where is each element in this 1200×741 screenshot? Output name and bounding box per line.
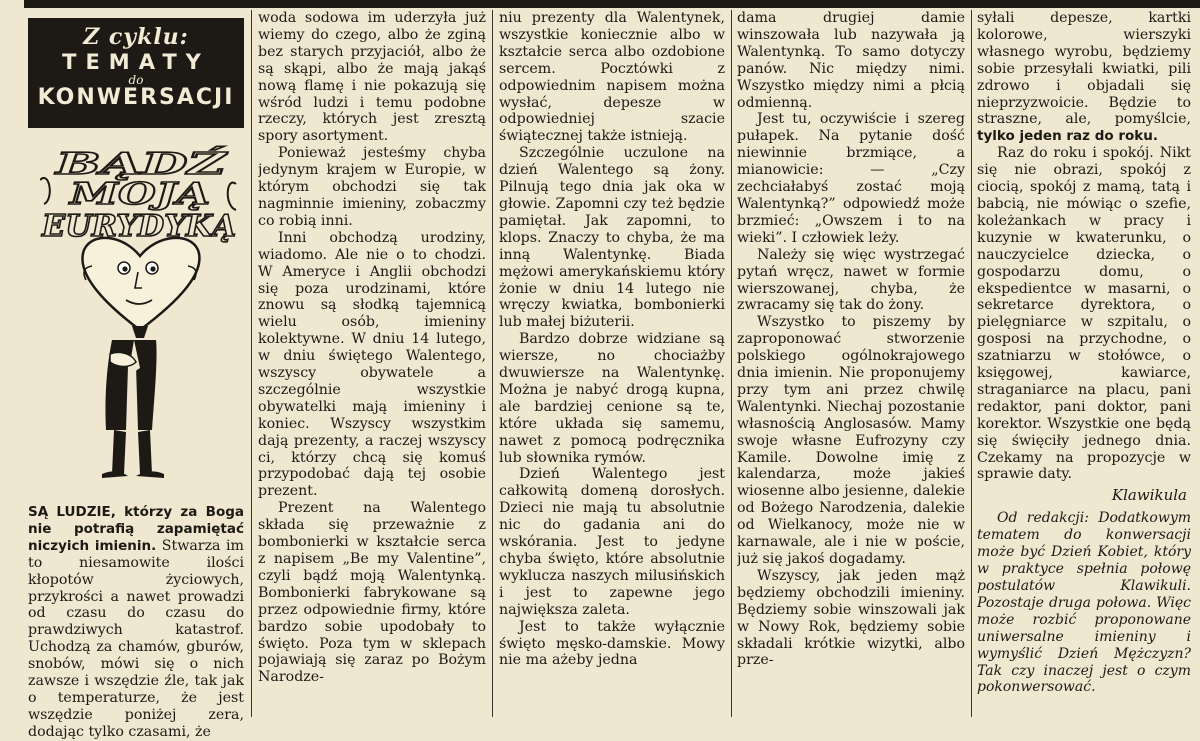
paragraph: niu prezenty dla Walentynek, wszystkie koniecznie albo w kształcie serca albo ozdobione sercem. Pocztówki z odpowiednim napisem można wysłać, depesze w odpowiedniej szacie świątecznej także istnieją. xyxy=(499,10,725,145)
top-border-bar xyxy=(24,0,1200,8)
text-column-2 xyxy=(258,10,486,717)
column-divider xyxy=(971,10,972,717)
svg-text:MOJĄ: MOJĄ xyxy=(68,177,210,212)
paragraph: Szczególnie uczulone na dzień Walentego są żony. Pilnują tego dnia jak oka w głowie. Zapomni czy też będzie pamiętał. Jak zapomni, to klops. Znaczy to chyba, że ma inną Walentynkę. Biada mężowi amerykańskiemu który żonie w dniu 14 lutego nie wręczy kwiatka, bombonierki lub małej biżuterii. xyxy=(499,145,725,331)
text-column-4 xyxy=(737,10,965,717)
lead-paragraph xyxy=(28,504,244,741)
header-series: Z cyklu: xyxy=(83,24,189,50)
paragraph: dama drugiej damie winszowała lub nazywała ją Walentynką. To samo dotyczy panów. Nic między nimi. Wszystko między nimi a płcią odmienną. xyxy=(737,10,965,111)
paragraph: Raz do roku i spokój. Nikt się nie obrazi, spokój z ciocią, spokój z mamą, tatą i babcią, nie mówiąc o szefie, koleżankach w pracy i kuzynie w kwaterunku, o nauczycielce dziecka, o gospodarzu domu, o ekspedientce w masarni, o sekretarce dyrektora, o pielęgniarce w szpitalu, o gosposi na przychodne, o szatniarzu w stołówce, o księgowej, kawiarce, straganiarce na placu, pani redaktor, pani doktor, pani korektor. Wszystkie one będą się święciły jednego dnia. Czekamy na propozycje w sprawie daty. xyxy=(977,145,1191,483)
paragraph: Prezent na Walentego składa się przeważnie z bombonierki w kształcie serca z napisem „Be my Valentine”, czyli bądź moją Walentynką. Bombonierki fabrykowane są przez odpowiednie firmy, które bardzo sobie upodobały to święto. Poza tym w sklepach pojawiają się zaraz po Bożym Narodze- xyxy=(258,500,486,686)
paragraph: Bardzo dobrze widziane są wiersze, no chociażby dwuwiersze na Walentynkę. Można je nabyć drogą kupna, ale bardziej cenione są te, które układa się samemu, nawet z pomocą podręcznika lub słownika rymów. xyxy=(499,331,725,466)
svg-text:EURYDYKĄ: EURYDYKĄ xyxy=(40,209,237,244)
paragraph: Należy się więc wystrzegać pytań wręcz, nawet w formie wierszowanej, chyba, że zwracamy się tak do żony. xyxy=(737,246,965,314)
heart-character-illustration xyxy=(40,140,240,488)
column-divider xyxy=(492,10,493,717)
paragraph: woda sodowa im uderzyła już wiemy do czego, albo że zginą bez starych przyjaciół, albo że są skąpi, albo że mają jakąś nową flamę i nie pokazują się wśród ludzi i temu podobne rzeczy, których jest zresztą spory asortyment. xyxy=(258,10,486,145)
illustration-lettering xyxy=(41,146,236,244)
paragraph-text: syłali depesze, kartki kolorowe, wierszyki własnego wyrobu, będziemy sobie przesyłali kwiatki, pili zdrowo i objadali się nieprzyzwoicie. Będzie to straszne, ale, pomyślcie, xyxy=(977,10,1191,128)
paragraph xyxy=(977,10,1191,145)
paragraph: Dzień Walentego jest całkowitą domeną dorosłych. Dzieci nie mają tu absolutnie nic do gadania ani do wskórania. Jest to jedyne chyba święto, które absolutnie wyklucza naszych milusińskich i jest to zapewne jego największa zaleta. xyxy=(499,466,725,618)
lead-bold: SĄ LUDZIE, którzy za Boga nie potrafią zapamiętać niczyich imienin. xyxy=(28,504,244,554)
header-title-word1: TEMATY xyxy=(62,50,210,74)
text-column-3 xyxy=(499,10,725,717)
column-header xyxy=(28,18,244,128)
paragraph: Wszyscy, jak jeden mąż będziemy obchodzili imieniny. Będziemy sobie winszowali jak w Nowy Rok, będziemy sobie składali krótkie wizytki, albo prze- xyxy=(737,567,965,669)
svg-text:BĄDŹ: BĄDŹ xyxy=(56,147,153,182)
header-title-word2: do xyxy=(128,73,144,87)
column-divider xyxy=(731,10,732,717)
editorial-note xyxy=(977,510,1191,696)
emphasis-text: tylko jeden raz do roku. xyxy=(977,128,1158,145)
author-signature: Klawikula xyxy=(1111,486,1187,505)
text-column-5 xyxy=(977,10,1191,717)
lead-text: Stwarza im to niesamowite ilości kłopotów życiowych, przykrości a nawet prowadzi od czasu do czasu do prawdziwych katastrof. Uchodzą za chamów, gburów, snobów, mówi się o nich zawsze i wszędzie źle, tak jak o temperaturze, że jest wszędzie poniżej zera, dodając tylko czasami, że xyxy=(28,537,244,740)
editorial-note-text: Od redakcji: Dodatkowym tematem do konwersacji może być Dzień Kobiet, który w praktyce spełnia połowę postulatów Klawikuli. Pozostaje druga połowa. Więc może rozbić proponowane uniwersalne imieniny i wymyślić Dzień Mężczyzn? Tak czy inaczej jest o czym pokonwersować. xyxy=(977,510,1191,696)
paragraph: Wszystko to piszemy by zaproponować stworzenie polskiego ogólnokrajowego dnia imienin. Nie proponujemy przy tym ani przez chwilę Walentynki. Niechaj pozostanie własnością Anglosasów. Mamy swoje własne Eufrozyny czy Kamile. Dowolne imię z kalendarza, może jakieś wiosenne albo jesienne, dalekie od Bożego Narodzenia, dalekie od Wielkanocy, może nie w karnawale, ale i nie w poście, już się jakoś dogadamy. xyxy=(737,314,965,567)
paragraph: Ponieważ jesteśmy chyba jedynym krajem w Europie, w którym obchodzi się tak nagminnie imieniny, zobaczmy co robią inni. xyxy=(258,145,486,229)
header-title-word3: KONWERSACJI xyxy=(37,85,235,110)
paragraph: Jest to także wyłącznie święto męsko-damskie. Mowy nie ma ażeby jedna xyxy=(499,618,725,669)
paragraph: Jest tu, oczywiście i szereg pułapek. Na pytanie dość niewinnie brzmiące, a mianowicie: — „Czy zechciałabyś zostać moją Walentynką?” odpowiedź może brzmieć: „Owszem i to na wieki”. I człowiek leży. xyxy=(737,111,965,246)
column-divider xyxy=(251,10,252,717)
paragraph: Inni obchodzą urodziny, wiadomo. Ale nie o to chodzi. W Ameryce i Anglii obchodzi się poza urodzinami, które znowu są słodką tajemnicą wielu osób, imieniny kolektywne. W dniu 14 lutego, w dniu świętego Walentego, wszyscy obywatele a szczególnie wszystkie obywatelki mają imieniny i koniec. Wszyscy wszystkim dają prezenty, a raczej wszyscy ci, którzy chcą się komuś przypodobać dają tej osobie prezent. xyxy=(258,229,486,500)
